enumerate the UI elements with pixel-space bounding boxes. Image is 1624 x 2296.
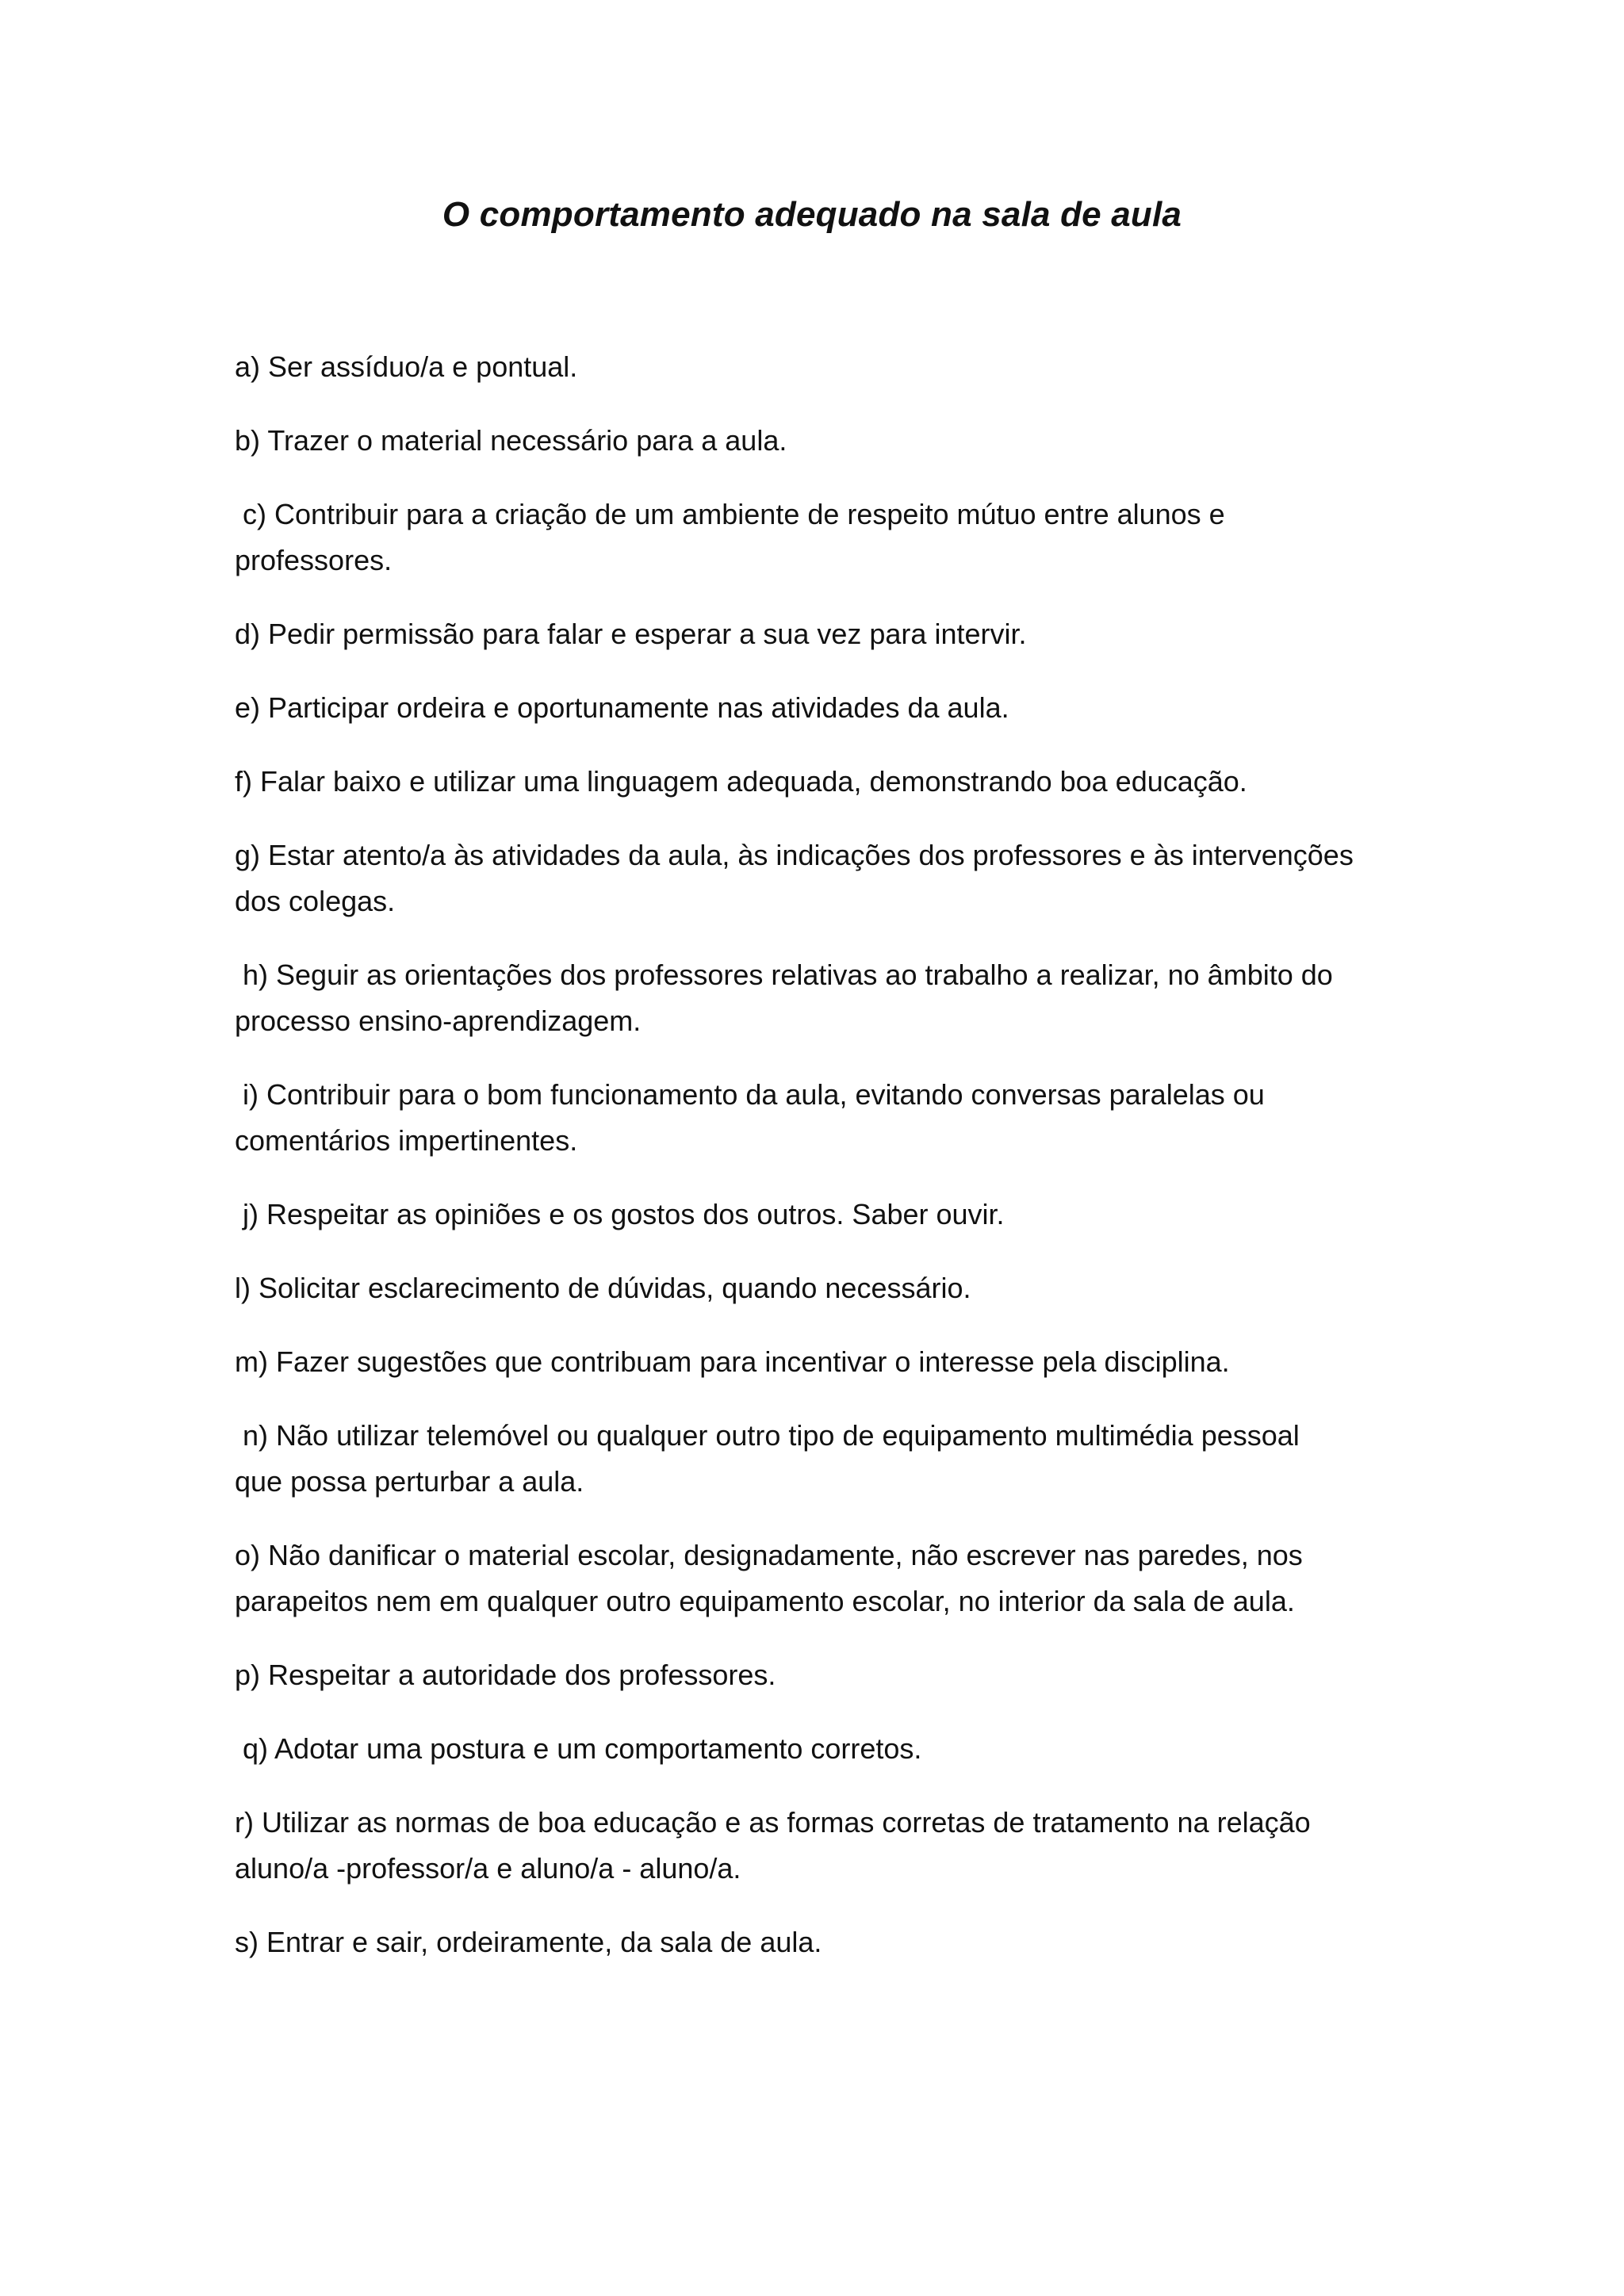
rule-item-l: l) Solicitar esclarecimento de dúvidas, quando necessário. (235, 1272, 971, 1304)
rule-item-r: r) Utilizar as normas de boa educação e as formas corretas de tratamento na relação aluno/a -professor/a e aluno/a - aluno/a. (235, 1806, 1311, 1885)
rule-item-j: j) Respeitar as opiniões e os gostos dos outros. Saber ouvir. (235, 1198, 1005, 1230)
rule-item-b: b) Trazer o material necessário para a aula. (235, 424, 787, 457)
rule-item-i: i) Contribuir para o bom funcionamento da aula, evitando conversas paralelas ou comentários impertinentes. (235, 1078, 1265, 1157)
rule-item-d: d) Pedir permissão para falar e esperar a sua vez para intervir. (235, 618, 1027, 650)
rule-item-c: c) Contribuir para a criação de um ambiente de respeito mútuo entre alunos e professores. (235, 498, 1225, 576)
rule-item-e: e) Participar ordeira e oportunamente nas atividades da aula. (235, 691, 1009, 724)
rules-list (235, 344, 1408, 1993)
rule-item-h: h) Seguir as orientações dos professores relativas ao trabalho a realizar, no âmbito do processo ensino-aprendizagem. (235, 959, 1333, 1037)
rule-item-m: m) Fazer sugestões que contribuam para incentivar o interesse pela disciplina. (235, 1345, 1230, 1378)
rule-item-s: s) Entrar e sair, ordeiramente, da sala de aula. (235, 1926, 822, 1958)
rule-item-g: g) Estar atento/a às atividades da aula, às indicações dos professores e às intervenções dos colegas. (235, 839, 1354, 917)
rule-item-f: f) Falar baixo e utilizar uma linguagem adequada, demonstrando boa educação. (235, 765, 1247, 798)
document-title: O comportamento adequado na sala de aula (442, 195, 1182, 234)
rule-item-p: p) Respeitar a autoridade dos professores. (235, 1659, 776, 1691)
rule-item-a: a) Ser assíduo/a e pontual. (235, 350, 578, 383)
rule-item-n: n) Não utilizar telemóvel ou qualquer outro tipo de equipamento multimédia pessoal que possa perturbar a aula. (235, 1419, 1300, 1498)
rule-item-q: q) Adotar uma postura e um comportamento corretos. (235, 1732, 922, 1765)
rule-item-o: o) Não danificar o material escolar, designadamente, não escrever nas paredes, nos parapeitos nem em qualquer outro equipamento escolar, no interior da sala de aula. (235, 1539, 1303, 1617)
